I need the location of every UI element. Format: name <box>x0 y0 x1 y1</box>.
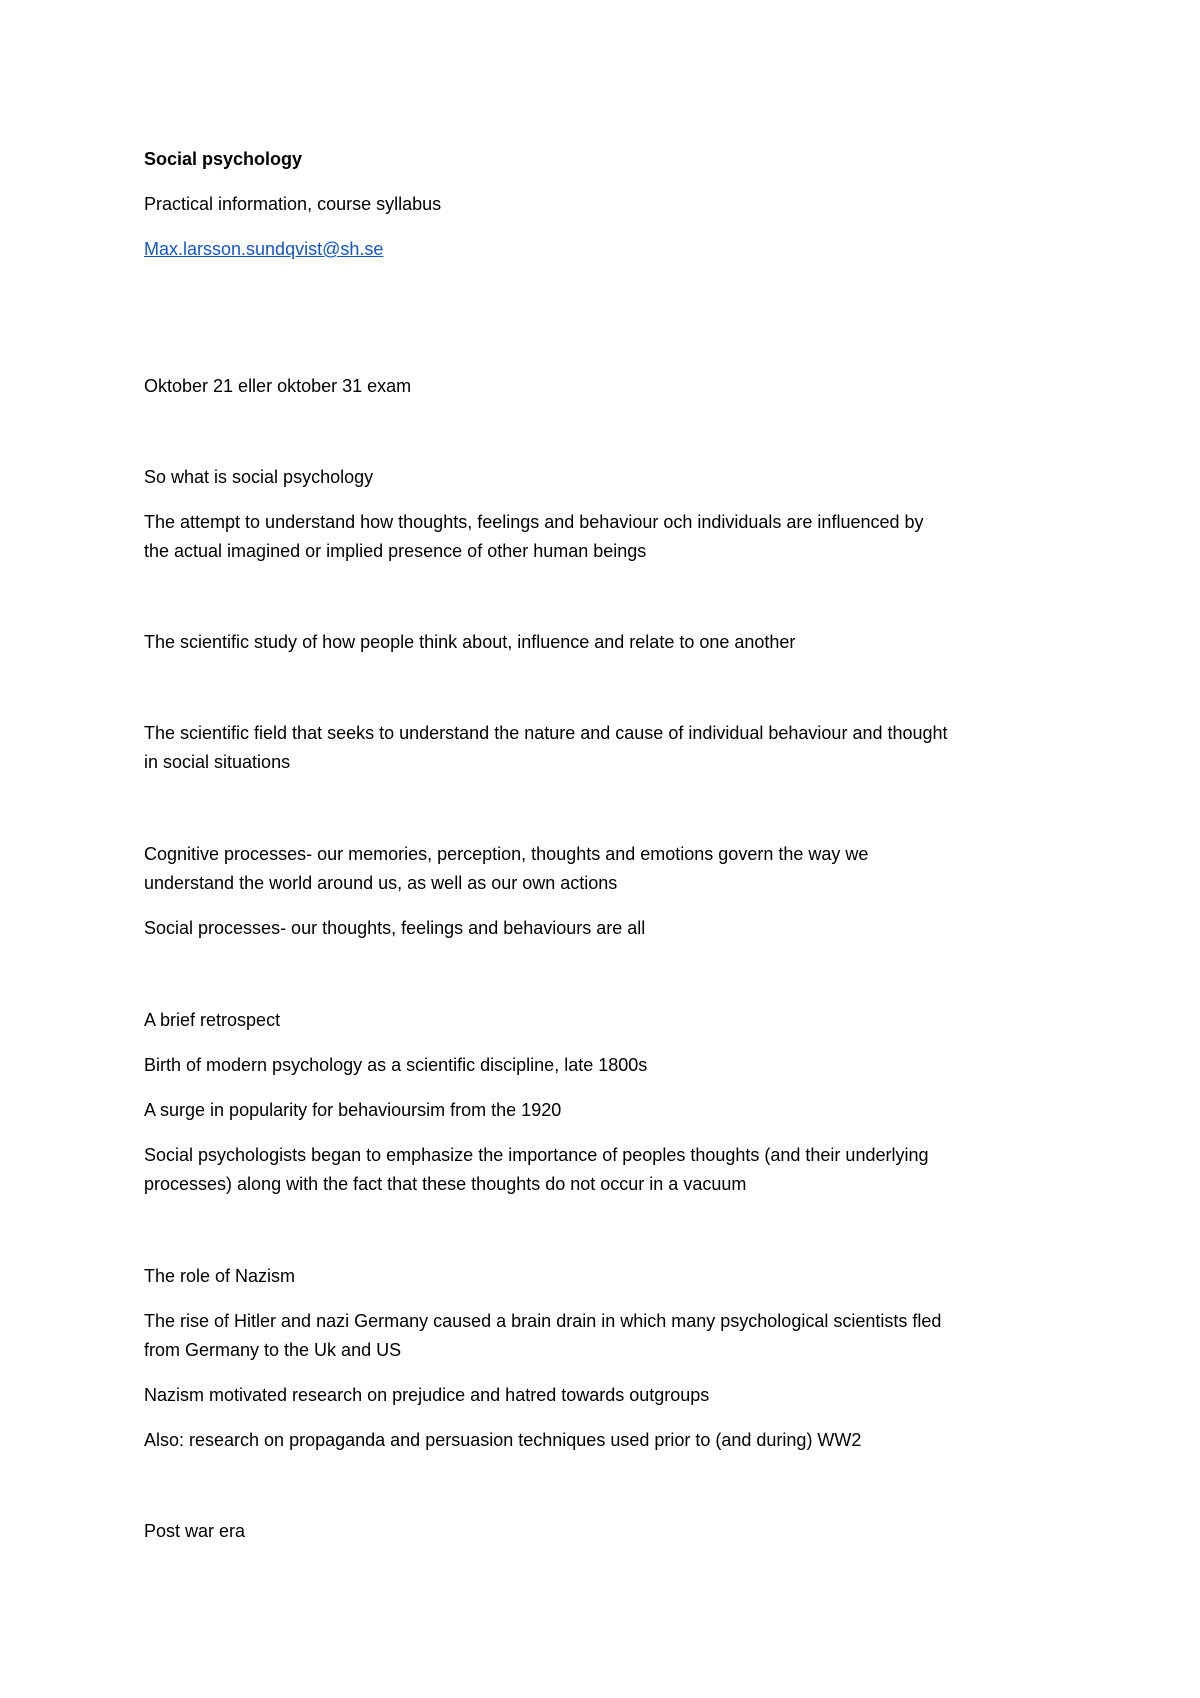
retrospect-item-1: Birth of modern psychology as a scientific discipline, late 1800s <box>144 1055 648 1075</box>
cognitive-processes-line-2: understand the world around us, as well as our own actions <box>144 873 618 893</box>
definition-3-line-2: in social situations <box>144 752 291 772</box>
retrospect-item-2: A surge in popularity for behavioursim from the 1920 <box>144 1100 562 1120</box>
definition-1-line-1: The attempt to understand how thoughts, feelings and behaviour och individuals are influenced by <box>144 512 924 532</box>
nazism-item-1-line-1: The rise of Hitler and nazi Germany caused a brain drain in which many psychological scientists fled <box>144 1311 942 1331</box>
email-link[interactable]: Max.larsson.sundqvist@sh.se <box>144 239 384 259</box>
retrospect-item-3-line-2: processes) along with the fact that these thoughts do not occur in a vacuum <box>144 1174 747 1194</box>
retrospect-item-3-line-1: Social psychologists began to emphasize the importance of peoples thoughts (and their underlying <box>144 1145 929 1165</box>
email-line <box>144 235 1064 264</box>
document-title: Social psychology <box>144 149 303 169</box>
nazism-item-2: Nazism motivated research on prejudice and hatred towards outgroups <box>144 1385 710 1405</box>
definition-3-line-1: The scientific field that seeks to understand the nature and cause of individual behaviour and thought <box>144 723 948 743</box>
cognitive-processes-line-1: Cognitive processes- our memories, perception, thoughts and emotions govern the way we <box>144 844 869 864</box>
section-heading-nazism: The role of Nazism <box>144 1266 296 1286</box>
nazism-item-1-line-2: from Germany to the Uk and US <box>144 1340 402 1360</box>
definition-2: The scientific study of how people think about, influence and relate to one another <box>144 632 796 652</box>
definition-1-line-2: the actual imagined or implied presence of other human beings <box>144 541 647 561</box>
nazism-item-3: Also: research on propaganda and persuasion techniques used prior to (and during) WW2 <box>144 1430 862 1450</box>
exam-date-line: Oktober 21 eller oktober 31 exam <box>144 376 412 396</box>
section-heading-retrospect: A brief retrospect <box>144 1010 281 1030</box>
section-heading-what: So what is social psychology <box>144 467 374 487</box>
social-processes: Social processes- our thoughts, feelings and behaviours are all <box>144 918 646 938</box>
document-subtitle: Practical information, course syllabus <box>144 194 442 214</box>
section-heading-postwar: Post war era <box>144 1521 246 1541</box>
